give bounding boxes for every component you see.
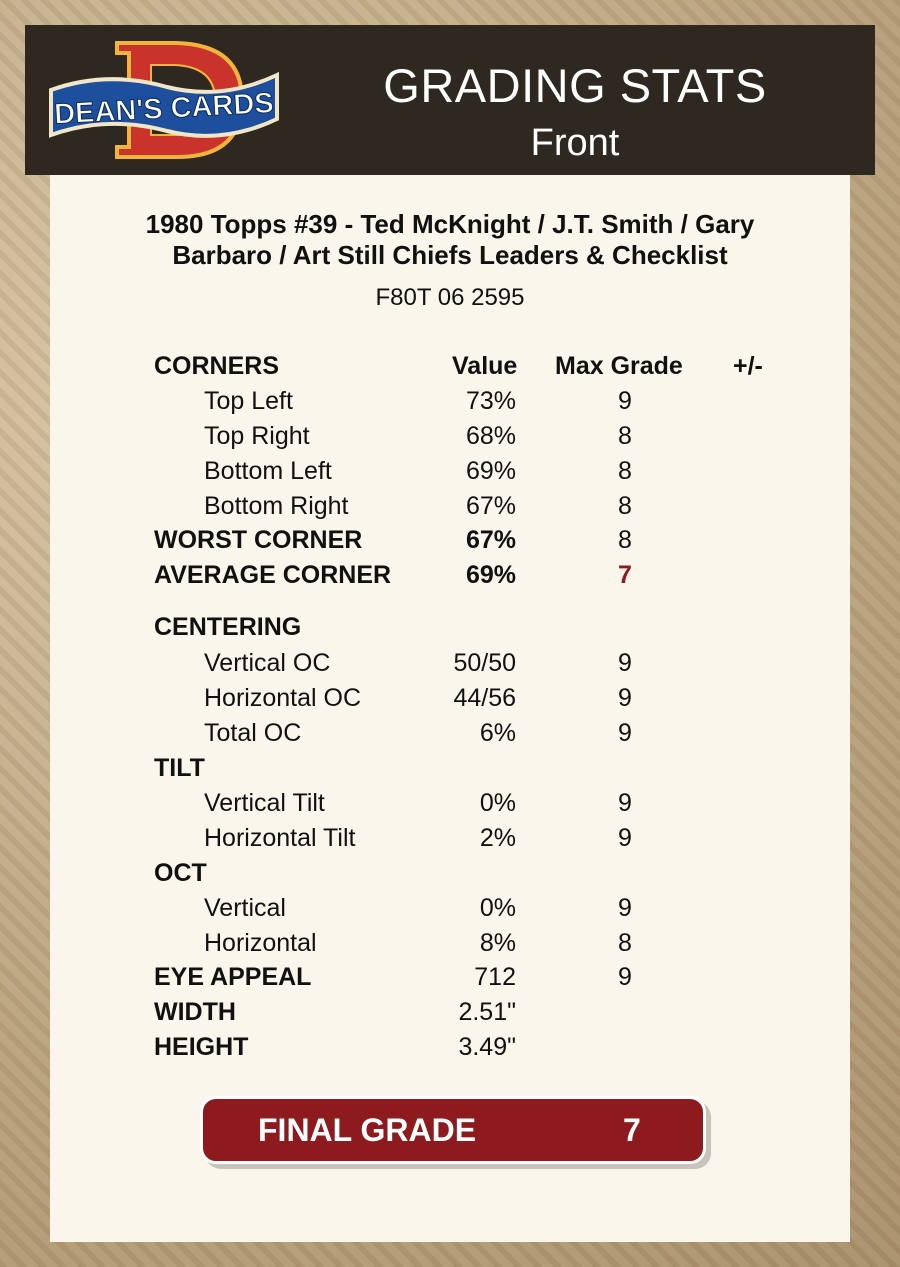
stat-max-grade: 9	[618, 387, 632, 415]
final-grade-label: FINAL GRADE	[258, 1112, 477, 1148]
stat-value: 67%	[465, 526, 516, 554]
stat-label: Total OC	[204, 719, 302, 747]
stat-label: Horizontal OC	[204, 684, 361, 712]
stat-row-top-right	[50, 419, 850, 453]
card-title-line1: 1980 Topps #39 - Ted McKnight / J.T. Smith / Gary	[145, 209, 755, 239]
stat-label: Bottom Right	[204, 492, 349, 520]
svg-text:DEAN'S CARDS: DEAN'S CARDS	[53, 87, 275, 131]
stat-value: 3.49"	[458, 1033, 516, 1061]
page-subtitle: Front	[530, 122, 620, 164]
stat-row-top-left	[50, 384, 850, 418]
final-grade-value: 7	[623, 1112, 641, 1148]
stat-row-width	[50, 995, 850, 1029]
page-title: GRADING STATS	[383, 59, 767, 112]
card-title	[50, 209, 850, 271]
stat-max-grade: 8	[618, 492, 632, 520]
card-title-line2: Barbaro / Art Still Chiefs Leaders & Checklist	[172, 240, 728, 270]
stat-max-grade: 8	[618, 422, 632, 450]
stat-max-grade: 8	[618, 457, 632, 485]
stat-row-bottom-left	[50, 454, 850, 488]
stat-label: EYE APPEAL	[154, 963, 312, 991]
stat-label: AVERAGE CORNER	[154, 561, 392, 589]
corners-heading: CORNERS	[154, 352, 280, 380]
section-label: TILT	[154, 754, 205, 782]
stat-row-horizontal-tilt	[50, 821, 850, 855]
stat-row-average-corner	[50, 558, 850, 592]
section-heading-oct	[50, 856, 850, 890]
stats-sheet	[50, 175, 850, 1242]
stat-label: HEIGHT	[154, 1033, 249, 1061]
column-header-row	[50, 349, 850, 383]
stat-value: 68%	[465, 422, 516, 450]
stat-row-bottom-right	[50, 489, 850, 523]
stat-row-vertical-oc	[50, 646, 850, 680]
stat-max-grade: 8	[618, 929, 632, 957]
stat-label: Top Right	[204, 422, 310, 450]
stat-value: 0%	[479, 894, 516, 922]
stat-label: WIDTH	[154, 998, 236, 1026]
section-heading-tilt	[50, 751, 850, 785]
stat-value: 712	[474, 963, 516, 991]
stat-value: 0%	[479, 789, 516, 817]
stat-label: Vertical	[204, 894, 286, 922]
stat-label: Vertical OC	[204, 649, 331, 677]
stat-label: Top Left	[204, 387, 293, 415]
deans-cards-logo	[47, 35, 282, 165]
stat-row-total-oc	[50, 716, 850, 750]
stat-label: Horizontal Tilt	[204, 824, 356, 852]
stat-max-grade: 9	[618, 719, 632, 747]
stat-row-height	[50, 1030, 850, 1064]
section-label: OCT	[154, 859, 207, 887]
stat-label: Horizontal	[204, 929, 317, 957]
stat-value: 8%	[479, 929, 516, 957]
stat-value: 69%	[465, 561, 516, 589]
section-heading-centering	[50, 610, 850, 644]
header-bar	[25, 25, 875, 175]
stat-row-horizontal-oc	[50, 681, 850, 715]
stat-value: 44/56	[453, 684, 516, 712]
stat-max-grade: 9	[618, 824, 632, 852]
value-column-header: Value	[452, 352, 518, 380]
stat-label: WORST CORNER	[154, 526, 363, 554]
stat-max-grade: 9	[618, 894, 632, 922]
plus-minus-column-header: +/-	[733, 352, 763, 380]
stat-max-grade-highlight: 7	[618, 561, 632, 589]
stat-value: 73%	[465, 387, 516, 415]
stat-row-eye-appeal	[50, 960, 850, 994]
stat-value: 2.51"	[458, 998, 516, 1026]
stat-max-grade: 9	[618, 963, 632, 991]
stat-value: 69%	[465, 457, 516, 485]
stat-label: Vertical Tilt	[204, 789, 325, 817]
stat-max-grade: 9	[618, 684, 632, 712]
stat-max-grade: 9	[618, 789, 632, 817]
stat-value: 50/50	[453, 649, 516, 677]
stat-value: 2%	[479, 824, 516, 852]
section-label: CENTERING	[154, 613, 302, 641]
stat-row-oct-vertical	[50, 891, 850, 925]
stat-max-grade: 9	[618, 649, 632, 677]
stat-max-grade: 8	[618, 526, 632, 554]
max-grade-column-header: Max Grade	[555, 352, 683, 380]
stat-value: 6%	[479, 719, 516, 747]
stat-value: 67%	[465, 492, 516, 520]
final-grade-banner	[200, 1096, 706, 1164]
stat-row-vertical-tilt	[50, 786, 850, 820]
stat-row-worst-corner	[50, 523, 850, 557]
stat-row-oct-horizontal	[50, 926, 850, 960]
stat-label: Bottom Left	[204, 457, 332, 485]
cert-number: F80T 06 2595	[375, 284, 525, 311]
